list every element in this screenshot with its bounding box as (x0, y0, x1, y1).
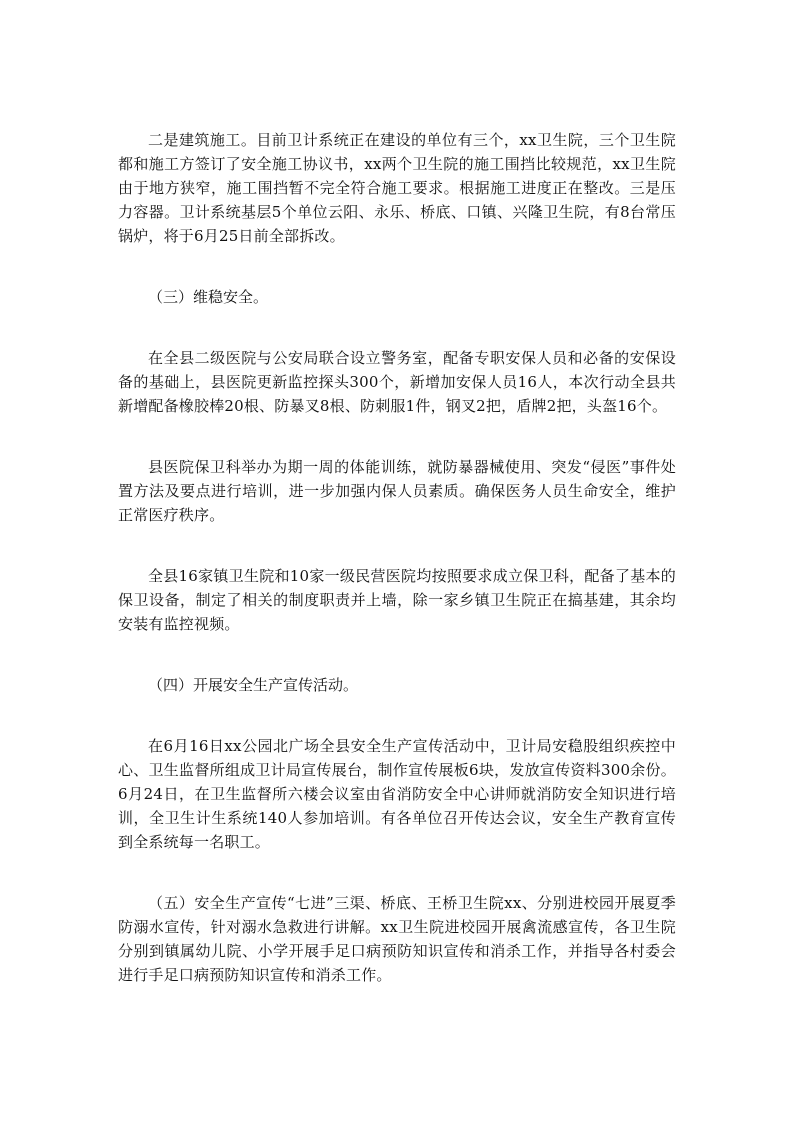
spacer (118, 854, 676, 891)
spacer (118, 527, 676, 564)
spacer (118, 309, 676, 346)
paragraph-training: 县医院保卫科举办为期一周的体能训练，就防暴器械使用、突发“侵医”事件处置方法及要点进行培训，进一步加强内保人员素质。确保医务人员生命安全，维护正常医疗秩序。 (118, 458, 676, 524)
spacer (118, 418, 676, 455)
heading-safety-publicity: （四）开展安全生产宣传活动。 (148, 676, 359, 694)
spacer (118, 248, 676, 285)
paragraph-publicity-event: 在6月16日xx公园北广场全县安全生产宣传活动中，卫计局安稳股组织疾控中心、卫生监督所组成卫计局宣传展台，制作宣传展板6块，发放宣传资料300余份。6月24日，在卫生监督所六楼会议室由省消防安全中心讲师就消防安全知识进行培训，全卫生计生系统140人参加培训。有各单位召开传达会议，安全生产教育宣传到全系统每一名职工。 (118, 737, 676, 851)
paragraph-seven-entries: （五）安全生产宣传“七进”三渠、桥底、王桥卫生院xx、分别进校园开展夏季防溺水宣传，针对溺水急救进行讲解。xx卫生院进校园开展禽流感宣传，各卫生院分别到镇属幼儿院、小学开展手足口病预防知识宣传和消杀工作，并指导各村委会进行手足口病预防知识宣传和消杀工作。 (118, 894, 676, 984)
paragraph-security-departments: 全县16家镇卫生院和10家一级民营医院均按照要求成立保卫科，配备了基本的保卫设备，制定了相关的制度职责并上墙，除一家乡镇卫生院正在搞基建，其余均安装有监控视频。 (118, 567, 676, 633)
spacer (118, 636, 676, 673)
paragraph-police-office: 在全县二级医院与公安局联合设立警务室，配备专职安保人员和必备的安保设备的基础上，县医院更新监控探头300个，新增加安保人员16人，本次行动全县共新增配备橡胶棒20根、防暴叉8根、防刺服1件，钢叉2把，盾牌2把，头盔16个。 (118, 349, 676, 415)
document-page (118, 128, 676, 987)
paragraph-construction: 二是建筑施工。目前卫计系统正在建设的单位有三个，xx卫生院，三个卫生院都和施工方签订了安全施工协议书，xx两个卫生院的施工围挡比较规范，xx卫生院由于地方狭窄，施工围挡暂不完全符合施工要求。根据施工进度正在整改。三是压力容器。卫计系统基层5个单位云阳、永乐、桥底、口镇、兴隆卫生院，有8台常压锅炉，将于6月25日前全部拆改。 (118, 131, 676, 245)
heading-stability-security: （三）维稳安全。 (148, 288, 269, 306)
spacer (118, 697, 676, 734)
